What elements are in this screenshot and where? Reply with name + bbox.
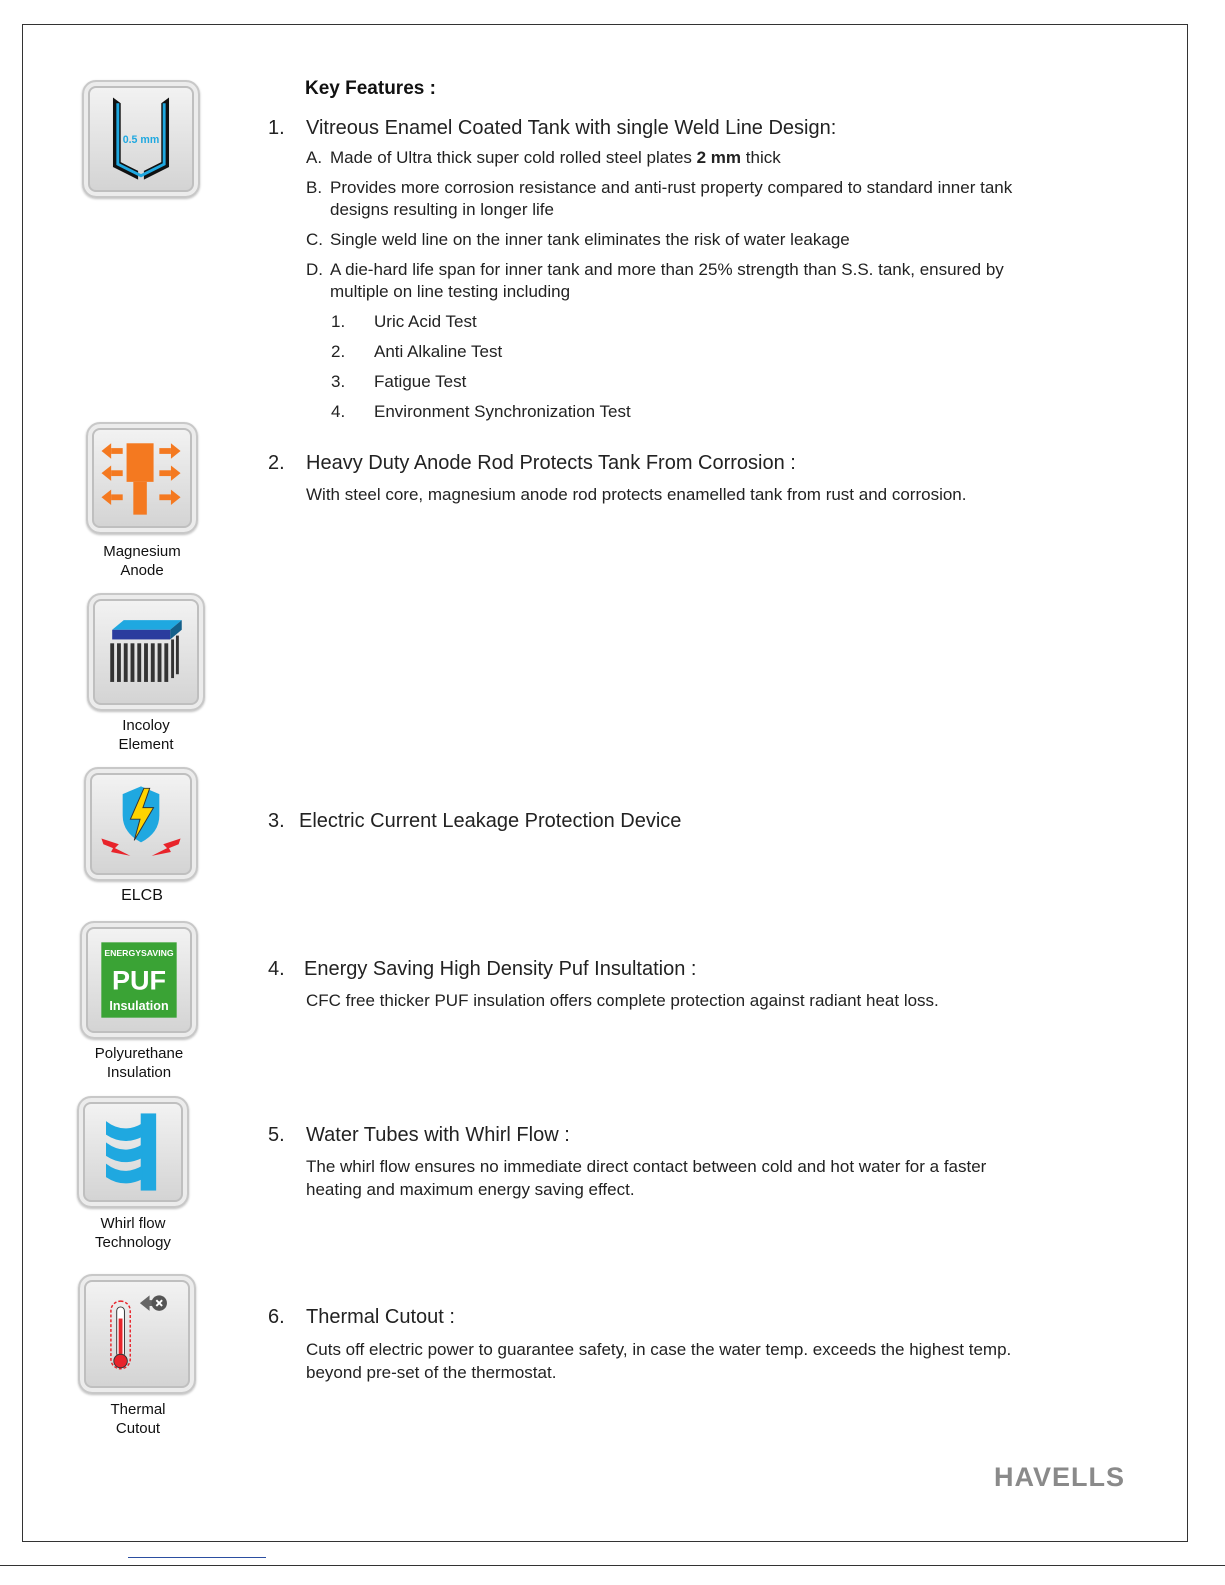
incoloy-element-label: Incoloy Element bbox=[118, 717, 174, 753]
puf-insulation-label: Polyurethane Insulation bbox=[94, 1045, 184, 1081]
puf-badge-main: PUF bbox=[111, 965, 167, 996]
elcb-icon bbox=[84, 767, 198, 881]
whirl-flow-label: Whirl flow Technology bbox=[95, 1215, 171, 1251]
feature-1-heading: 1. Vitreous Enamel Coated Tank with single Weld Line Design: bbox=[268, 117, 837, 139]
magnesium-anode-icon bbox=[86, 422, 198, 534]
feature-1-point-b: B. Provides more corrosion resistance and anti-rust property compared to standard inner tank designs resulting in longer life bbox=[306, 178, 1013, 219]
puf-badge-bottom: Insulation bbox=[109, 998, 169, 1013]
feature-6-heading: 6. Thermal Cutout : bbox=[268, 1306, 455, 1328]
test-item: 4. Environment Synchronization Test bbox=[331, 402, 631, 421]
puf-badge-top: ENERGYSAVING bbox=[104, 947, 174, 958]
whirl-flow-icon bbox=[77, 1096, 189, 1208]
feature-1-point-d: D. A die-hard life span for inner tank and more than 25% strength than S.S. tank, ensured by multiple on line testing including bbox=[306, 260, 1004, 301]
elcb-label: ELCB bbox=[121, 887, 163, 904]
incoloy-element-icon bbox=[87, 593, 205, 711]
feature-1-point-c: C. Single weld line on the inner tank eliminates the risk of water leakage bbox=[306, 230, 850, 249]
puf-insulation-icon bbox=[80, 921, 198, 1039]
magnesium-anode-label: Magnesium Anode bbox=[103, 543, 181, 579]
footer-link-underline bbox=[128, 1557, 266, 1558]
thermal-cutout-icon bbox=[78, 1274, 196, 1394]
havells-logo: HAVELLS bbox=[994, 1462, 1126, 1492]
feature-2-description: With steel core, magnesium anode rod protects enamelled tank from rust and corrosion. bbox=[306, 485, 967, 504]
test-item: 2. Anti Alkaline Test bbox=[331, 342, 503, 361]
test-item: 1. Uric Acid Test bbox=[331, 312, 477, 331]
test-item: 3. Fatigue Test bbox=[331, 372, 467, 391]
feature-2-heading: 2. Heavy Duty Anode Rod Protects Tank From Corrosion : bbox=[268, 452, 796, 474]
thermal-cutout-label: Thermal Cutout bbox=[110, 1401, 166, 1437]
tank-thickness-label: 0.5 mm bbox=[122, 133, 160, 146]
feature-1-point-a: A. Made of Ultra thick super cold rolled steel plates 2 mm thick bbox=[306, 148, 781, 167]
feature-3-heading: 3. Electric Current Leakage Protection Device bbox=[268, 810, 682, 832]
feature-4-description: CFC free thicker PUF insulation offers complete protection against radiant heat loss. bbox=[306, 991, 939, 1010]
feature-4-heading: 4. Energy Saving High Density Puf Insultation : bbox=[268, 958, 697, 980]
key-features-title: Key Features : bbox=[305, 78, 436, 99]
bottom-rule bbox=[0, 1565, 1225, 1566]
tank-icon bbox=[82, 80, 200, 198]
feature-5-description: The whirl flow ensures no immediate direct contact between cold and hot water for a faster heating and maximum energy saving effect. bbox=[306, 1157, 987, 1199]
feature-6-description: Cuts off electric power to guarantee safety, in case the water temp. exceeds the highest temp. beyond pre-set of the thermostat. bbox=[306, 1340, 1012, 1382]
feature-5-heading: 5. Water Tubes with Whirl Flow : bbox=[268, 1124, 570, 1146]
